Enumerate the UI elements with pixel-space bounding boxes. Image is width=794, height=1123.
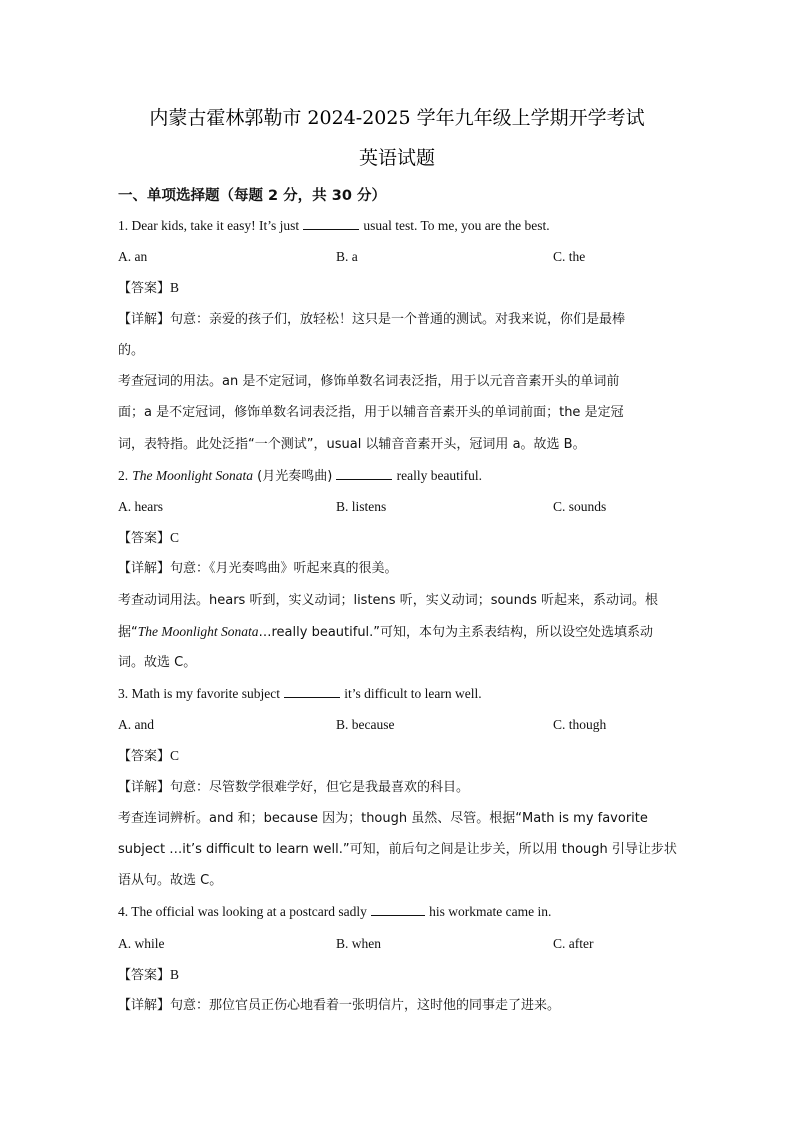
- question-1-stem-after: usual test. To me, you are the best.: [363, 218, 550, 233]
- question-1-option-b: B. a: [336, 249, 358, 264]
- question-1-explain-cont: 的。: [118, 343, 145, 358]
- explain-label: 【详解】: [118, 312, 171, 327]
- question-1-answer: [118, 278, 678, 299]
- section-heading: 一、单项选择题（每题 2 分，共 30 分）: [118, 188, 386, 204]
- question-2-stem-after: really beautiful.: [396, 468, 483, 483]
- question-3-option-b: B. because: [336, 717, 395, 732]
- question-4-stem-after: his workmate came in.: [429, 904, 552, 919]
- explain-label: 【详解】: [118, 561, 171, 576]
- question-4-explain: [118, 996, 678, 1016]
- detail-title: The Moonlight Sonata: [137, 624, 259, 639]
- answer-blank: [336, 467, 392, 480]
- answer-blank: [284, 685, 340, 698]
- answer-value: C: [170, 748, 180, 763]
- question-1-explain: [118, 310, 678, 330]
- explain-label: 【详解】: [118, 780, 171, 795]
- question-2-detail-3: 词。故选 C。: [118, 655, 197, 670]
- question-4-option-a: A. while: [118, 936, 165, 951]
- answer-label: 【答案】: [118, 281, 171, 296]
- answer-label: 【答案】: [118, 531, 171, 546]
- explain-text: 句意：《月光奏鸣曲》听起来真的很美。: [170, 561, 398, 576]
- question-4-stem-before: 4. The official was looking at a postcard sadly: [118, 904, 367, 919]
- question-2-detail-2: [118, 622, 678, 643]
- question-3-option-a: A. and: [118, 717, 154, 732]
- question-1-option-a: A. an: [118, 249, 148, 264]
- question-4-answer: [118, 965, 678, 986]
- question-1-option-c: C. the: [553, 249, 586, 264]
- answer-label: 【答案】: [118, 968, 171, 983]
- answer-label: 【答案】: [118, 749, 171, 764]
- question-3-stem: [118, 684, 678, 705]
- question-3-answer: [118, 746, 678, 767]
- question-3-detail-2: subject …it’s difficult to learn well.”可知，前后句之间是让步关，所以用 though 引导让步状: [118, 842, 677, 857]
- question-2-detail-1: 考查动词用法。hears 听到，实义动词；listens 听，实义动词；sounds 听起来，系动词。根: [118, 593, 659, 608]
- detail-text: 据“: [118, 625, 138, 640]
- answer-value: B: [170, 967, 180, 982]
- question-2-answer: [118, 528, 678, 549]
- answer-value: C: [170, 530, 180, 545]
- explain-text: 句意：尽管数学很难学好，但它是我最喜欢的科目。: [170, 780, 470, 795]
- question-4-stem: [118, 902, 678, 923]
- answer-blank: [303, 217, 359, 230]
- answer-blank: [371, 903, 425, 916]
- answer-value: B: [170, 280, 180, 295]
- detail-text: …really beautiful.”可知，本句为主系表结构，所以设空处选填系动: [258, 625, 654, 640]
- question-1-detail-1: 考查冠词的用法。an 是不定冠词，修饰单数名词表泛指，用于以元音音素开头的单词前: [118, 374, 620, 389]
- question-3-stem-before: 3. Math is my favorite subject: [118, 686, 280, 701]
- explain-text: 句意：那位官员正伤心地看着一张明信片，这时他的同事走了进来。: [170, 998, 561, 1013]
- question-2-option-b: B. listens: [336, 499, 387, 514]
- exam-subtitle: 英语试题: [358, 147, 435, 169]
- explain-text: 句意：亲爱的孩子们，放轻松！这只是一个普通的测试。对我来说，你们是最棒: [170, 312, 626, 327]
- question-3-stem-after: it’s difficult to learn well.: [344, 686, 482, 701]
- question-3-detail-1: 考查连词辨析。and 和；because 因为；though 虽然、尽管。根据“Math is my favorite: [118, 811, 648, 826]
- question-3-option-c: C. though: [553, 717, 607, 732]
- question-1-detail-3: 词，表特指。此处泛指“一个测试”，usual 以辅音音素开头，冠词用 a。故选 B。: [118, 437, 586, 452]
- question-3-explain: [118, 778, 678, 798]
- question-2-title: The Moonlight Sonata: [132, 468, 254, 483]
- question-2-option-c: C. sounds: [553, 499, 607, 514]
- question-2-option-a: A. hears: [118, 499, 163, 514]
- question-4-option-b: B. when: [336, 936, 381, 951]
- question-2-explain: [118, 559, 678, 579]
- question-1-stem-before: 1. Dear kids, take it easy! It’s just: [118, 218, 300, 233]
- question-2-stem: [118, 466, 678, 487]
- exam-title: 内蒙古霍林郭勒市 2024-2025 学年九年级上学期开学考试: [149, 107, 645, 129]
- question-1-stem: [118, 216, 678, 237]
- question-4-option-c: C. after: [553, 936, 594, 951]
- explain-label: 【详解】: [118, 998, 171, 1013]
- question-3-detail-3: 语从句。故选 C。: [118, 873, 223, 888]
- question-2-stem-mid: (月光奏鸣曲): [257, 469, 333, 484]
- question-1-detail-2: 面；a 是不定冠词，修饰单数名词表泛指，用于以辅音音素开头的单词前面；the 是定冠: [118, 405, 624, 420]
- question-2-num: 2.: [118, 468, 129, 483]
